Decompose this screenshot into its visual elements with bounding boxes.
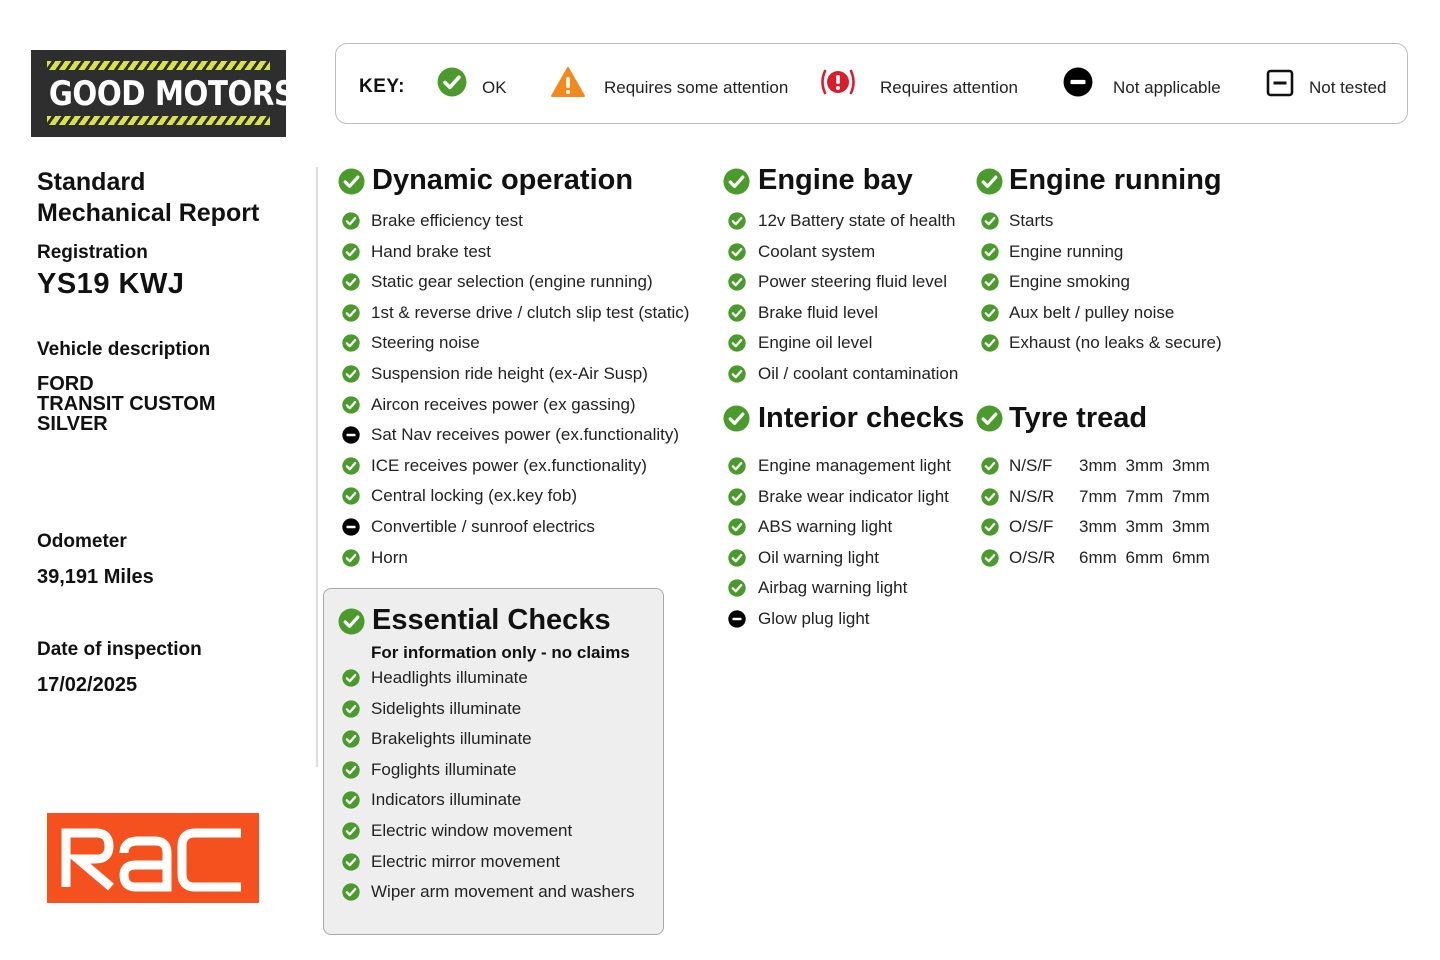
interior-status-ok-icon [728, 549, 746, 567]
registration-label: Registration [37, 242, 148, 263]
engine-running-status-ok-icon [981, 304, 999, 322]
dynamic-item: Steering noise [371, 333, 480, 352]
tyres-item: N/S/F [1009, 456, 1053, 475]
engine-bay-ok-icon [723, 168, 750, 195]
essential-item: Wiper arm movement and washers [371, 882, 635, 901]
engine-bay-title: Engine bay [758, 164, 913, 196]
vehicle-colour: SILVER [37, 413, 108, 435]
essential-item: Electric mirror movement [371, 852, 560, 871]
engine-running-item: Engine running [1009, 242, 1124, 261]
not-applicable-icon [1063, 67, 1093, 97]
dynamic-item: Central locking (ex.key fob) [371, 486, 577, 505]
engine-running-item: Starts [1009, 211, 1054, 230]
interior-status-ok-icon [728, 488, 746, 506]
interior-item: Engine management light [758, 456, 951, 475]
not-tested-icon [1266, 69, 1294, 97]
interior-ok-icon [723, 405, 750, 432]
essential-ok-icon [338, 608, 365, 635]
tyre-tread-value: 6mm 6mm 6mm [1079, 548, 1210, 567]
essential-checks-title: Essential Checks [372, 604, 611, 636]
engine-bay-status-ok-icon [728, 334, 746, 352]
key-title: KEY: [359, 76, 405, 97]
essential-item: Sidelights illuminate [371, 699, 522, 718]
essential-checks-note: For information only - no claims [371, 643, 630, 662]
interior-item: Glow plug light [758, 609, 870, 628]
dynamic-item: Aircon receives power (ex gassing) [371, 395, 636, 414]
tyre-tread-value: 3mm 3mm 3mm [1079, 517, 1210, 536]
interior-status-na-icon [728, 610, 746, 628]
engine-bay-item: Coolant system [758, 242, 876, 261]
tyres-item: O/S/F [1009, 517, 1054, 536]
vehicle-description-label: Vehicle description [37, 339, 211, 360]
essential-item: Indicators illuminate [371, 790, 522, 809]
engine-running-status-ok-icon [981, 273, 999, 291]
dynamic-item: Horn [371, 548, 408, 567]
interior-item: Oil warning light [758, 548, 879, 567]
dynamic-item: Static gear selection (engine running) [371, 272, 653, 291]
ok-check-icon [437, 67, 467, 97]
dynamic-item: Brake efficiency test [371, 211, 523, 230]
interior-checks-title: Interior checks [758, 402, 965, 434]
essential-status-ok-icon [342, 669, 360, 687]
engine-bay-item: Oil / coolant contamination [758, 364, 959, 383]
tyres-item: O/S/R [1009, 548, 1056, 567]
report-title-line1: Standard [37, 168, 146, 196]
key-label-ok: OK [482, 78, 507, 97]
tyres-item: N/S/R [1009, 487, 1055, 506]
registration-value: YS19 KWJ [37, 268, 185, 300]
engine-running-ok-icon [976, 168, 1003, 195]
engine-bay-item: 12v Battery state of health [758, 211, 956, 230]
dynamic-status-ok-icon [342, 549, 360, 567]
engine-running-item: Engine smoking [1009, 272, 1130, 291]
dynamic-item: 1st & reverse drive / clutch slip test (static) [371, 303, 690, 322]
tyres-status-ok-icon [981, 518, 999, 536]
engine-running-item: Aux belt / pulley noise [1009, 303, 1175, 322]
logo-stripe-top [47, 61, 270, 70]
dynamic-item: Suspension ride height (ex-Air Susp) [371, 364, 648, 383]
key-label-attention: Requires attention [880, 78, 1018, 97]
engine-bay-item: Engine oil level [758, 333, 873, 352]
tyres-status-ok-icon [981, 457, 999, 475]
logo-stripe-bottom [47, 116, 270, 125]
interior-status-ok-icon [728, 518, 746, 536]
dynamic-status-ok-icon [342, 273, 360, 291]
tyre-tread-title: Tyre tread [1009, 402, 1148, 434]
interior-item: Brake wear indicator light [758, 487, 949, 506]
engine-bay-item: Brake fluid level [758, 303, 879, 322]
essential-status-ok-icon [342, 761, 360, 779]
interior-status-ok-icon [728, 579, 746, 597]
essential-status-ok-icon [342, 822, 360, 840]
dynamic-status-na-icon [342, 426, 360, 444]
dynamic-ok-icon [338, 168, 365, 195]
tyre-tread-value: 7mm 7mm 7mm [1079, 487, 1210, 506]
tyre-tread-value: 3mm 3mm 3mm [1079, 456, 1210, 475]
logo-text: GOOD MOTORS [48, 74, 295, 114]
dynamic-status-ok-icon [342, 487, 360, 505]
vehicle-make: FORD [37, 373, 94, 395]
dynamic-status-ok-icon [342, 212, 360, 230]
essential-status-ok-icon [342, 883, 360, 901]
engine-running-status-ok-icon [981, 212, 999, 230]
dynamic-status-ok-icon [342, 365, 360, 383]
key-label-some-attention: Requires some attention [604, 78, 789, 97]
essential-item: Headlights illuminate [371, 668, 528, 687]
engine-bay-item: Power steering fluid level [758, 272, 947, 291]
dynamic-item: Convertible / sunroof electrics [371, 517, 595, 536]
dynamic-status-ok-icon [342, 304, 360, 322]
tyres-status-ok-icon [981, 549, 999, 567]
odometer-label: Odometer [37, 531, 127, 552]
rac-logo [47, 813, 259, 903]
interior-item: Airbag warning light [758, 578, 908, 597]
attention-alert-icon [819, 67, 857, 97]
report-title-line2: Mechanical Report [37, 199, 260, 227]
dynamic-item: ICE receives power (ex.functionality) [371, 456, 647, 475]
engine-bay-status-ok-icon [728, 243, 746, 261]
essential-item: Electric window movement [371, 821, 573, 840]
essential-status-ok-icon [342, 700, 360, 718]
dynamic-item: Sat Nav receives power (ex.functionality) [371, 425, 680, 444]
interior-item: ABS warning light [758, 517, 893, 536]
inspection-date-value: 17/02/2025 [37, 674, 138, 696]
engine-bay-status-ok-icon [728, 304, 746, 322]
inspection-date-label: Date of inspection [37, 639, 202, 660]
dynamic-status-ok-icon [342, 334, 360, 352]
good-motors-logo [31, 50, 295, 137]
essential-item: Foglights illuminate [371, 760, 517, 779]
odometer-value: 39,191 Miles [37, 566, 154, 588]
dynamic-operation-title: Dynamic operation [372, 164, 634, 196]
dynamic-status-ok-icon [342, 243, 360, 261]
engine-running-status-ok-icon [981, 334, 999, 352]
engine-bay-status-ok-icon [728, 273, 746, 291]
key-label-not-tested: Not tested [1309, 78, 1387, 97]
warning-triangle-icon [550, 66, 586, 98]
dynamic-status-ok-icon [342, 396, 360, 414]
essential-status-ok-icon [342, 730, 360, 748]
dynamic-status-ok-icon [342, 457, 360, 475]
dynamic-item: Hand brake test [371, 242, 492, 261]
tyre-ok-icon [976, 405, 1003, 432]
key-label-not-applicable: Not applicable [1113, 78, 1221, 97]
engine-running-status-ok-icon [981, 243, 999, 261]
engine-bay-status-ok-icon [728, 365, 746, 383]
interior-status-ok-icon [728, 457, 746, 475]
engine-bay-status-ok-icon [728, 212, 746, 230]
vehicle-model: TRANSIT CUSTOM [37, 393, 216, 415]
dynamic-status-na-icon [342, 518, 360, 536]
essential-status-ok-icon [342, 853, 360, 871]
report-title [37, 167, 259, 229]
engine-running-item: Exhaust (no leaks & secure) [1009, 333, 1222, 352]
tyres-status-ok-icon [981, 488, 999, 506]
column-divider [316, 167, 318, 767]
engine-running-title: Engine running [1009, 164, 1222, 196]
essential-status-ok-icon [342, 791, 360, 809]
essential-item: Brakelights illuminate [371, 729, 532, 748]
